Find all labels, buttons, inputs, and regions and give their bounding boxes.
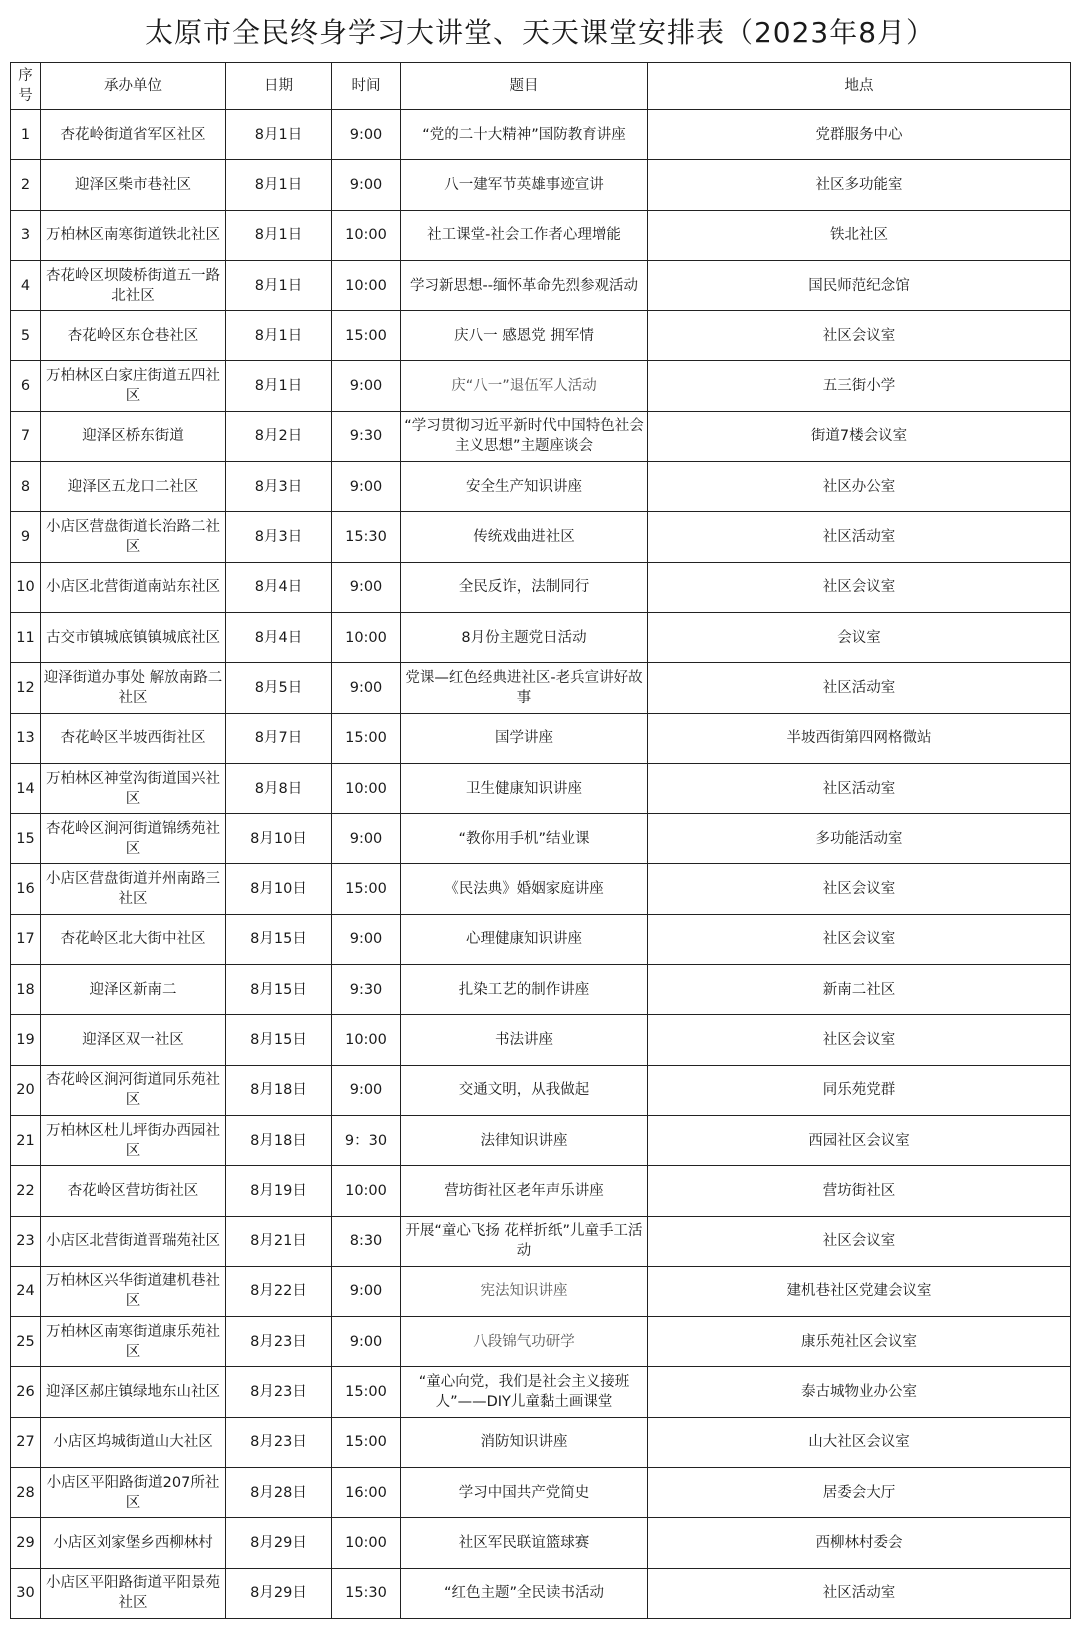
table-row [11,864,1071,914]
row-organizer: 小店区北营街道晋瑞苑社区 [41,1216,226,1266]
row-date: 8月2日 [226,411,332,461]
row-topic: 卫生健康知识讲座 [401,763,648,813]
row-place: 街道7楼会议室 [648,411,1071,461]
row-date: 8月23日 [226,1367,332,1417]
row-date: 8月29日 [226,1518,332,1568]
row-date: 8月18日 [226,1065,332,1115]
row-topic: 传统戏曲进社区 [401,512,648,562]
table-row [11,210,1071,260]
row-topic: “童心向党，我们是社会主义接班人”——DIY儿童黏土画课堂 [401,1367,648,1417]
row-place: 社区活动室 [648,663,1071,713]
row-time: 9:30 [332,411,401,461]
row-date: 8月22日 [226,1266,332,1316]
schedule-table [10,62,1071,1619]
row-place: 国民师范纪念馆 [648,260,1071,310]
row-date: 8月10日 [226,814,332,864]
header-time: 时间 [332,63,401,110]
row-number: 25 [11,1317,41,1367]
header-topic: 题目 [401,63,648,110]
row-place: 多功能活动室 [648,814,1071,864]
row-place: 居委会大厅 [648,1468,1071,1518]
row-place: 西柳林村委会 [648,1518,1071,1568]
row-date: 8月8日 [226,763,332,813]
row-date: 8月1日 [226,160,332,210]
row-topic: 国学讲座 [401,713,648,763]
row-organizer: 迎泽区五龙口二社区 [41,462,226,512]
table-row [11,1367,1071,1417]
row-topic: 庆八一 感恩党 拥军情 [401,311,648,361]
row-time: 15:00 [332,311,401,361]
table-row [11,763,1071,813]
row-number: 21 [11,1115,41,1165]
row-date: 8月5日 [226,663,332,713]
row-place: 社区活动室 [648,763,1071,813]
page-title: 太原市全民终身学习大讲堂、天天课堂安排表（2023年8月） [144,16,936,49]
row-place: 新南二社区 [648,965,1071,1015]
row-date: 8月28日 [226,1468,332,1518]
row-place: 山大社区会议室 [648,1417,1071,1467]
row-date: 8月15日 [226,1015,332,1065]
row-place: 社区会议室 [648,914,1071,964]
row-time: 10:00 [332,210,401,260]
row-time: 9:00 [332,1266,401,1316]
table-row [11,914,1071,964]
row-topic: 交通文明，从我做起 [401,1065,648,1115]
row-topic: 全民反诈，法制同行 [401,562,648,612]
row-time: 9:00 [332,914,401,964]
row-place: 会议室 [648,612,1071,662]
row-topic: 八一建军节英雄事迹宣讲 [401,160,648,210]
row-number: 30 [11,1568,41,1618]
row-organizer: 万柏林区神堂沟街道国兴社区 [41,763,226,813]
row-time: 15:30 [332,1568,401,1618]
row-date: 8月19日 [226,1166,332,1216]
row-place: 同乐苑党群 [648,1065,1071,1115]
header-org: 承办单位 [41,63,226,110]
row-topic: 心理健康知识讲座 [401,914,648,964]
row-topic: 八段锦气功研学 [401,1317,648,1367]
row-topic: 社工课堂-社会工作者心理增能 [401,210,648,260]
table-row [11,965,1071,1015]
row-organizer: 小店区刘家堡乡西柳林村 [41,1518,226,1568]
row-number: 19 [11,1015,41,1065]
row-number: 29 [11,1518,41,1568]
row-date: 8月4日 [226,562,332,612]
row-place: 社区会议室 [648,1015,1071,1065]
row-time: 10:00 [332,260,401,310]
row-number: 9 [11,512,41,562]
schedule-body [11,110,1071,1619]
row-time: 10:00 [332,1518,401,1568]
table-row [11,1417,1071,1467]
row-date: 8月1日 [226,311,332,361]
row-organizer: 小店区坞城街道山大社区 [41,1417,226,1467]
row-time: 9:00 [332,562,401,612]
row-organizer: 杏花岭区涧河街道同乐苑社区 [41,1065,226,1115]
row-organizer: 迎泽街道办事处 解放南路二社区 [41,663,226,713]
row-place: 康乐苑社区会议室 [648,1317,1071,1367]
row-number: 2 [11,160,41,210]
row-topic: 安全生产知识讲座 [401,462,648,512]
row-time: 16:00 [332,1468,401,1518]
row-number: 11 [11,612,41,662]
table-row [11,311,1071,361]
row-number: 28 [11,1468,41,1518]
row-organizer: 小店区平阳路街道207所社区 [41,1468,226,1518]
row-organizer: 杏花岭区北大街中社区 [41,914,226,964]
row-place: 五三街小学 [648,361,1071,411]
row-topic: 党课—红色经典进社区-老兵宣讲好故事 [401,663,648,713]
row-organizer: 万柏林区杜儿坪街办西园社区 [41,1115,226,1165]
row-organizer: 杏花岭街道省军区社区 [41,110,226,160]
row-place: 社区会议室 [648,864,1071,914]
row-number: 1 [11,110,41,160]
row-date: 8月15日 [226,914,332,964]
table-row [11,663,1071,713]
row-date: 8月7日 [226,713,332,763]
row-place: 泰古城物业办公室 [648,1367,1071,1417]
table-row [11,1568,1071,1618]
row-place: 西园社区会议室 [648,1115,1071,1165]
row-topic: 庆“八一”退伍军人活动 [401,361,648,411]
row-organizer: 迎泽区柴市巷社区 [41,160,226,210]
row-organizer: 迎泽区双一社区 [41,1015,226,1065]
row-number: 18 [11,965,41,1015]
row-organizer: 杏花岭区东仓巷社区 [41,311,226,361]
row-organizer: 古交市镇城底镇镇城底社区 [41,612,226,662]
row-topic: 学习中国共产党简史 [401,1468,648,1518]
row-number: 22 [11,1166,41,1216]
row-organizer: 小店区营盘街道长治路二社区 [41,512,226,562]
row-date: 8月3日 [226,462,332,512]
row-organizer: 小店区平阳路街道平阳景苑社区 [41,1568,226,1618]
table-row [11,1317,1071,1367]
row-place: 铁北社区 [648,210,1071,260]
row-date: 8月23日 [226,1417,332,1467]
row-organizer: 迎泽区郝庄镇绿地东山社区 [41,1367,226,1417]
row-number: 15 [11,814,41,864]
table-row [11,260,1071,310]
row-organizer: 万柏林区白家庄街道五四社区 [41,361,226,411]
row-date: 8月21日 [226,1216,332,1266]
row-number: 12 [11,663,41,713]
row-time: 8:30 [332,1216,401,1266]
row-number: 10 [11,562,41,612]
row-time: 9：30 [332,1115,401,1165]
row-topic: 营坊街社区老年声乐讲座 [401,1166,648,1216]
row-date: 8月10日 [226,864,332,914]
table-row [11,612,1071,662]
row-number: 13 [11,713,41,763]
row-place: 社区活动室 [648,512,1071,562]
row-place: 党群服务中心 [648,110,1071,160]
header-place: 地点 [648,63,1071,110]
table-row [11,1015,1071,1065]
row-number: 23 [11,1216,41,1266]
row-date: 8月1日 [226,361,332,411]
row-place: 社区活动室 [648,1568,1071,1618]
row-time: 15:00 [332,1417,401,1467]
row-number: 6 [11,361,41,411]
row-topic: 宪法知识讲座 [401,1266,648,1316]
table-row [11,1468,1071,1518]
row-date: 8月29日 [226,1568,332,1618]
row-organizer: 迎泽区桥东街道 [41,411,226,461]
table-row [11,512,1071,562]
row-topic: 8月份主题党日活动 [401,612,648,662]
row-time: 10:00 [332,763,401,813]
row-time: 10:00 [332,1166,401,1216]
header-date: 日期 [226,63,332,110]
row-date: 8月18日 [226,1115,332,1165]
table-row [11,562,1071,612]
row-date: 8月1日 [226,110,332,160]
row-date: 8月15日 [226,965,332,1015]
row-time: 9:00 [332,361,401,411]
row-place: 社区办公室 [648,462,1071,512]
row-number: 27 [11,1417,41,1467]
row-topic: 扎染工艺的制作讲座 [401,965,648,1015]
row-time: 9:00 [332,462,401,512]
row-topic: 书法讲座 [401,1015,648,1065]
table-row [11,1518,1071,1568]
row-place: 社区多功能室 [648,160,1071,210]
table-row [11,411,1071,461]
row-topic: 《民法典》婚姻家庭讲座 [401,864,648,914]
row-time: 9:00 [332,110,401,160]
row-topic: 法律知识讲座 [401,1115,648,1165]
row-topic: “学习贯彻习近平新时代中国特色社会主义思想”主题座谈会 [401,411,648,461]
row-place: 建机巷社区党建会议室 [648,1266,1071,1316]
row-time: 9:00 [332,160,401,210]
row-time: 9:00 [332,1317,401,1367]
row-date: 8月1日 [226,210,332,260]
row-number: 3 [11,210,41,260]
row-topic: “教你用手机”结业课 [401,814,648,864]
row-organizer: 杏花岭区半坡西街社区 [41,713,226,763]
table-row [11,1266,1071,1316]
row-organizer: 杏花岭区坝陵桥街道五一路北社区 [41,260,226,310]
row-time: 15:00 [332,864,401,914]
table-row [11,160,1071,210]
row-topic: “红色主题”全民读书活动 [401,1568,648,1618]
row-number: 16 [11,864,41,914]
row-place: 半坡西街第四网格微站 [648,713,1071,763]
row-time: 10:00 [332,612,401,662]
table-row [11,713,1071,763]
row-place: 社区会议室 [648,1216,1071,1266]
row-time: 15:30 [332,512,401,562]
row-number: 26 [11,1367,41,1417]
table-row [11,1216,1071,1266]
row-organizer: 迎泽区新南二 [41,965,226,1015]
row-topic: 消防知识讲座 [401,1417,648,1467]
row-date: 8月4日 [226,612,332,662]
table-row [11,361,1071,411]
row-number: 24 [11,1266,41,1316]
row-organizer: 万柏林区兴华街道建机巷社区 [41,1266,226,1316]
row-organizer: 杏花岭区营坊街社区 [41,1166,226,1216]
row-time: 15:00 [332,713,401,763]
table-row [11,110,1071,160]
row-organizer: 万柏林区南寒街道铁北社区 [41,210,226,260]
table-row [11,462,1071,512]
header-no: 序号 [11,63,41,110]
row-place: 营坊街社区 [648,1166,1071,1216]
table-row [11,814,1071,864]
row-topic: 开展“童心飞扬 花样折纸”儿童手工活动 [401,1216,648,1266]
row-number: 8 [11,462,41,512]
row-time: 15:00 [332,1367,401,1417]
row-date: 8月1日 [226,260,332,310]
row-number: 20 [11,1065,41,1115]
row-date: 8月23日 [226,1317,332,1367]
row-number: 17 [11,914,41,964]
row-organizer: 万柏林区南寒街道康乐苑社区 [41,1317,226,1367]
row-time: 9:00 [332,663,401,713]
row-organizer: 小店区营盘街道并州南路三社区 [41,864,226,914]
row-place: 社区会议室 [648,311,1071,361]
row-number: 14 [11,763,41,813]
row-organizer: 小店区北营街道南站东社区 [41,562,226,612]
row-date: 8月3日 [226,512,332,562]
header-row [11,63,1071,110]
row-number: 5 [11,311,41,361]
row-time: 9:00 [332,814,401,864]
row-number: 4 [11,260,41,310]
row-topic: 社区军民联谊篮球赛 [401,1518,648,1568]
row-topic: “党的二十大精神”国防教育讲座 [401,110,648,160]
row-time: 9:30 [332,965,401,1015]
table-row [11,1166,1071,1216]
row-topic: 学习新思想--缅怀革命先烈参观活动 [401,260,648,310]
row-time: 10:00 [332,1015,401,1065]
row-time: 9:00 [332,1065,401,1115]
row-organizer: 杏花岭区涧河街道锦绣苑社区 [41,814,226,864]
row-place: 社区会议室 [648,562,1071,612]
table-row [11,1115,1071,1165]
row-number: 7 [11,411,41,461]
table-row [11,1065,1071,1115]
